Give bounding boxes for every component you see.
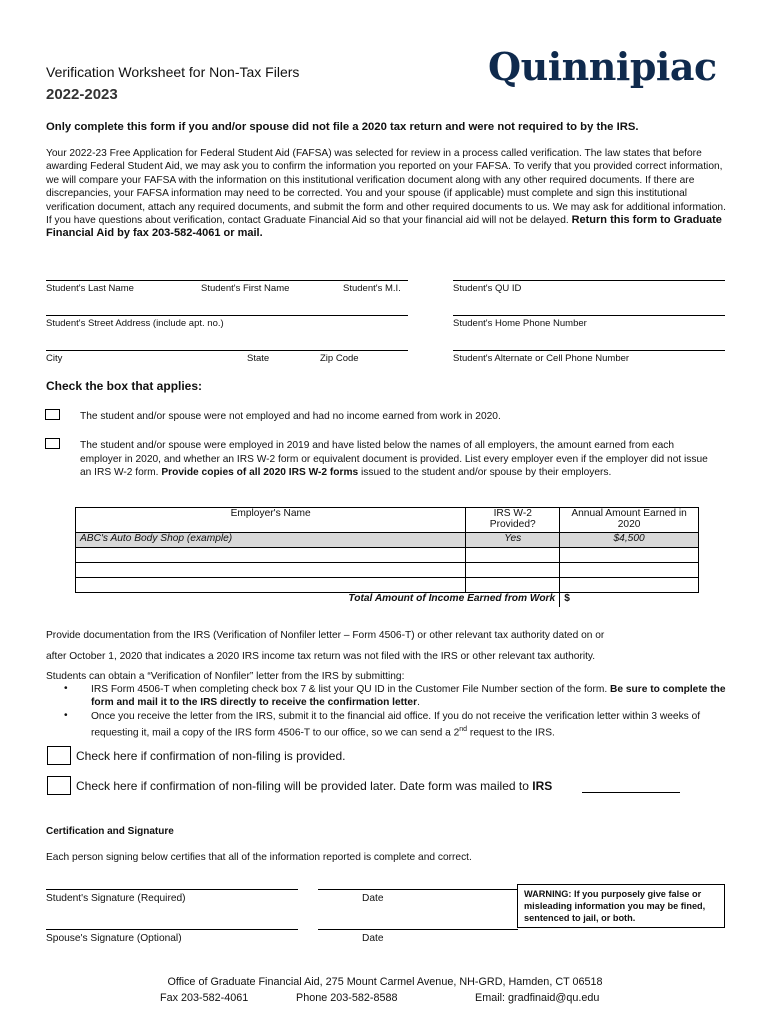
zip-label: Zip Code [320,353,359,364]
bullet-2 [91,710,731,740]
mi-label: Student's M.I. [343,283,401,294]
table-row [76,533,699,548]
option1-checkbox[interactable] [45,409,60,420]
certification-statement: Each person signing below certifies that all of the information reported is complete and correct. [46,852,472,863]
alt-phone-line[interactable] [453,350,725,351]
eligibility-notice: Only complete this form if you and/or spouse did not file a 2020 tax return and were not required to by the IRS. [46,121,639,133]
example-w2: Yes [466,533,560,548]
confirm-later-text [76,779,552,793]
first-name-label: Student's First Name [201,283,290,294]
confirm-later-body: Check here if confirmation of non-filing will be provided later. Date form was mailed to [76,779,529,793]
table-header-row [76,508,699,533]
bullet-2-sup: nd [459,726,468,734]
footer-email: Email: gradfinaid@qu.edu [475,992,600,1004]
student-signature-line[interactable] [46,889,298,890]
table-row[interactable] [76,563,699,578]
intro-body: Your 2022-23 Free Application for Federal Student Aid (FAFSA) was selected for review in a process called verification. The law states that before awarding Federal Student Aid, we may ask you to confirm the information you reported on your FAFSA. To verify that you provided correct information, we will compare your FAFSA with the information on this institutional verification document along with any other required documents. If there are discrepancies, your FAFSA information may need to be corrected. You and your spouse (if applicable) must complete and sign this institutional verification document, attach any required documents, and submit the form and other required documents to us. We may ask for additional information. If you have questions about verification, contact Graduate Financial Aid so that your financial aid will not be delayed. [46,148,726,227]
doc-line-3: Students can obtain a “Verification of Nonfiler” letter from the IRS by submitting: [46,671,405,682]
student-date-line[interactable] [318,889,518,890]
city-line[interactable] [46,350,408,351]
bullet-icon: • [64,710,68,721]
check-heading: Check the box that applies: [46,379,203,393]
amount-header: Annual Amount Earned in 2020 [560,508,699,533]
bullet-2-pre: Once you receive the letter from the IRS, submit it to the financial aid office. If you do not receive the verification letter within 3 weeks of requesting it, mail a copy of the IRS form 4506-T to our office, so we can send a 2 [91,711,701,739]
name-line[interactable] [46,280,408,281]
form-title: Verification Worksheet for Non-Tax Filers [46,64,300,80]
option2-body: The student and/or spouse were employed in 2019 and have listed below the names of all employers, the amount earned from each employer in 2020, and whether an IRS W-2 form or equivalent document is provided. List every employer even if the employer did not issue an IRS W-2 form. [80,440,708,479]
last-name-label: Student's Last Name [46,283,134,294]
footer-phone: Phone 203-582-8588 [296,992,398,1004]
city-label: City [46,353,63,364]
qu-id-line[interactable] [453,280,725,281]
bullet-2-post: request to the IRS. [469,727,555,739]
confirm-later-checkbox[interactable] [47,776,71,795]
student-date-label: Date [362,893,384,904]
spouse-signature-label: Spouse's Signature (Optional) [46,933,182,944]
alt-phone-label: Student's Alternate or Cell Phone Number [453,353,630,364]
employer-table [75,507,699,607]
footer-address: Office of Graduate Financial Aid, 275 Mount Carmel Avenue, NH-GRD, Hamden, CT 06518 [167,976,603,988]
home-phone-label: Student's Home Phone Number [453,318,587,329]
option1-text: The student and/or spouse were not employed and had no income earned from work in 2020. [80,411,501,422]
spouse-signature-line[interactable] [46,929,298,930]
certification-heading: Certification and Signature [46,826,174,837]
example-employer: ABC's Auto Body Shop (example) [76,533,466,548]
doc-line-2: after October 1, 2020 that indicates a 2020 IRS income tax return was not filed with the IRS or other relevant tax authority. [46,651,596,662]
table-row[interactable] [76,548,699,563]
form-year: 2022-2023 [46,86,118,103]
option2-text [80,439,712,480]
confirm-provided-text: Check here if confirmation of non-filing is provided. [76,749,346,763]
home-phone-line[interactable] [453,315,725,316]
mail-date-line[interactable] [582,792,680,793]
street-line[interactable] [46,315,408,316]
confirm-later-irs: IRS [532,779,553,793]
table-row[interactable] [76,578,699,593]
bullet-1-bold: Be sure to complete the form and mail it to the IRS directly to receive the confirmation letter [91,684,726,709]
total-label: Total Amount of Income Earned from Work [76,593,560,608]
bullet-icon: • [64,683,68,694]
spouse-date-label: Date [362,933,384,944]
example-amount: $4,500 [560,533,699,548]
option2-bold: Provide copies of all 2020 IRS W-2 forms [161,467,359,479]
total-value[interactable]: $ [560,593,699,608]
intro-paragraph [46,147,726,241]
quinnipiac-logo: Quinnipiac [488,44,717,89]
warning-box: WARNING: If you purposely give false or misleading information you may be fined, sentenced to jail, or both. [517,884,725,928]
state-label: State [247,353,270,364]
doc-line-1: Provide documentation from the IRS (Verification of Nonfiler letter – Form 4506-T) or other relevant tax authority dated on or [46,630,605,641]
option2-checkbox[interactable] [45,438,60,449]
employer-header: Employer's Name [76,508,466,533]
bullet-1-text: IRS Form 4506-T when completing check box 7 & list your QU ID in the Customer File Number section of the form. [91,684,608,695]
student-signature-label: Student's Signature (Required) [46,893,186,904]
total-row [76,593,699,608]
spouse-date-line[interactable] [318,929,518,930]
qu-id-label: Student's QU ID [453,283,522,294]
street-label: Student's Street Address (include apt. no.) [46,318,224,329]
bullet-1: IRS Form 4506-T when completing check box 7 & list your QU ID in the Customer File Number section of the form. Be sure to complete the form and mail it to the IRS directly to receive the confirmation letter. [91,684,726,709]
return-instructions: Return this form to Graduate Financial Aid by fax 203-582-4061 or mail. [46,214,722,240]
footer-fax: Fax 203-582-4061 [160,992,249,1004]
w2-header: IRS W-2 Provided? [466,508,560,533]
confirm-provided-checkbox[interactable] [47,746,71,765]
option2-tail: issued to the student and/or spouse by their employers. [361,467,612,479]
